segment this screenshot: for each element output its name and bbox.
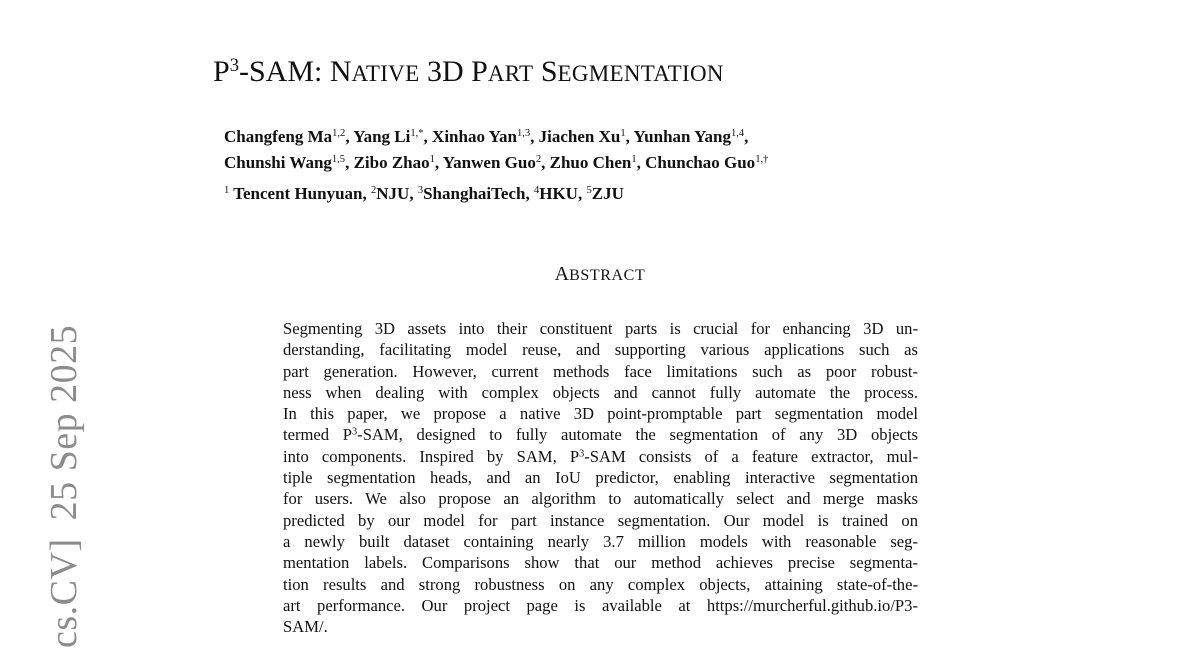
abstract-heading — [0, 262, 1200, 288]
affiliation — [418, 184, 534, 203]
author-sep: , — [541, 153, 550, 172]
arxiv-sidebar-stamp — [44, 325, 84, 648]
author-name: Changfeng Ma — [224, 127, 333, 146]
abstract-line: termed $P^3$-SAM, designed to fully automate the segmentation of any 3D objects — [283, 425, 918, 445]
author — [645, 153, 768, 172]
abstract-line: ness when dealing with complex objects and cannot fully automate the process. — [283, 382, 918, 402]
abstract-heading-rest: BSTRACT — [569, 267, 646, 284]
author-list — [224, 124, 768, 176]
abstract-line: derstanding, facilitating model reuse, and supporting various applications such as — [283, 340, 918, 360]
affiliation-sep: , — [577, 184, 587, 203]
abstract-line: tion results and strong robustness on any complex objects, attaining state-of-the- — [283, 574, 918, 594]
author-name: Yang Li — [353, 127, 411, 146]
title-prefix-sup: 3 — [229, 54, 239, 76]
affiliation-name: NJU — [376, 184, 410, 203]
affiliation-sup: 5 — [586, 185, 592, 197]
title-prefix: P — [213, 55, 230, 88]
title-word-native-initial: N — [329, 55, 352, 88]
title-word-3d: 3D — [426, 55, 464, 88]
author-sep: , — [345, 127, 354, 146]
author-affil-sup: 1,4 — [730, 128, 745, 140]
author-sep: , — [345, 153, 354, 172]
title-word-segmentation-initial: S — [540, 55, 558, 88]
author-name: Xinhao Yan — [432, 127, 517, 146]
author — [443, 153, 550, 172]
affiliation — [586, 184, 623, 203]
author-affil-sup: 1,2 — [332, 128, 346, 140]
affiliation-sup: 1 — [224, 185, 230, 197]
abstract-line: for users. We also propose an algorithm to automatically select and merge masks — [283, 489, 918, 509]
abstract-heading-initial: A — [554, 263, 570, 285]
abstract-line: art performance. Our project page is available at https://murcherful.github.io/P3- — [283, 595, 918, 615]
author — [224, 153, 354, 172]
title-word-part-initial: P — [471, 55, 488, 88]
author-affil-sup: 1,5 — [331, 154, 346, 166]
author-affil-sup: 1,3 — [516, 128, 531, 140]
affiliation-name: Tencent Hunyuan — [229, 184, 363, 203]
affiliation-sep: , — [409, 184, 418, 203]
author-sep: , — [423, 127, 433, 146]
abstract-line: tiple segmentation heads, and an IoU predictor, enabling interactive segmentation — [283, 468, 918, 488]
affiliation — [224, 184, 371, 203]
author-name: Yunhan Yang — [633, 127, 731, 146]
author — [633, 127, 748, 146]
affiliation-name: ShanghaiTech — [423, 184, 526, 203]
abstract-body — [283, 318, 918, 637]
abstract-line: SAM/. — [283, 617, 328, 637]
author-name: Zhuo Chen — [549, 153, 632, 172]
abstract-line: In this paper, we propose a native 3D point-promptable part segmentation model — [283, 404, 918, 424]
arxiv-category: cs.CV] — [43, 538, 85, 648]
affiliation — [371, 184, 418, 203]
abstract-line: into components. Inspired by SAM, $P^3$-SAM consists of a feature extractor, mul- — [283, 446, 918, 466]
author-sep: , — [625, 127, 634, 146]
affiliation-sup: 4 — [533, 185, 540, 197]
author-affil-sup: 1,† — [755, 154, 769, 166]
abstract-line: a newly built dataset containing nearly 3.7 million models with reasonable seg- — [283, 531, 918, 551]
paper-title — [213, 52, 724, 94]
affiliation-sup: 3 — [417, 185, 424, 197]
affiliations — [224, 182, 624, 206]
author-affil-sup: 1 — [631, 154, 637, 166]
affiliation — [534, 184, 587, 203]
abstract-line: predicted by our model for part instance segmentation. Our model is trained on — [283, 510, 918, 530]
author-sep: , — [434, 153, 443, 172]
affiliation-sep: , — [362, 184, 371, 203]
author-affil-sup: 1,* — [410, 128, 424, 140]
title-word-native-rest: ATIVE — [351, 61, 420, 86]
author-name: Zibo Zhao — [353, 153, 430, 172]
title-word-segmentation-rest: EGMENTATION — [557, 61, 724, 86]
author-name: Chunshi Wang — [224, 153, 332, 172]
author-name: Jiachen Xu — [538, 127, 621, 146]
author-name: Yanwen Guo — [442, 153, 536, 172]
author — [539, 127, 634, 146]
author — [550, 153, 646, 172]
affiliation-name: HKU — [539, 184, 578, 203]
title-dash-sam: -SAM: — [238, 55, 330, 88]
arxiv-date: 25 Sep 2025 — [43, 324, 85, 521]
author-name: Chunchao Guo — [645, 153, 756, 172]
abstract-line: part generation. However, current methods face limitations such as poor robust- — [283, 361, 918, 381]
author — [353, 127, 432, 146]
author-line-2 — [224, 150, 768, 176]
author-sep: , — [744, 127, 749, 146]
affiliation-name: ZJU — [591, 184, 624, 203]
author — [432, 127, 539, 146]
abstract-line: Segmenting 3D assets into their constituent parts is crucial for enhancing 3D un- — [283, 319, 918, 338]
author-affil-sup: 1 — [620, 128, 626, 140]
author-sep: , — [636, 153, 646, 172]
title-word-part-rest: ART — [487, 61, 534, 86]
author-affil-sup: 1 — [429, 154, 435, 166]
author-line-1 — [224, 124, 768, 150]
author-affil-sup: 2 — [535, 154, 542, 166]
author-sep: , — [530, 127, 539, 146]
affiliation-sep: , — [525, 184, 534, 203]
abstract-line: mentation labels. Comparisons show that our method achieves precise segmenta- — [283, 553, 918, 573]
affiliation-sup: 2 — [371, 185, 377, 197]
author — [224, 127, 353, 146]
author — [354, 153, 443, 172]
